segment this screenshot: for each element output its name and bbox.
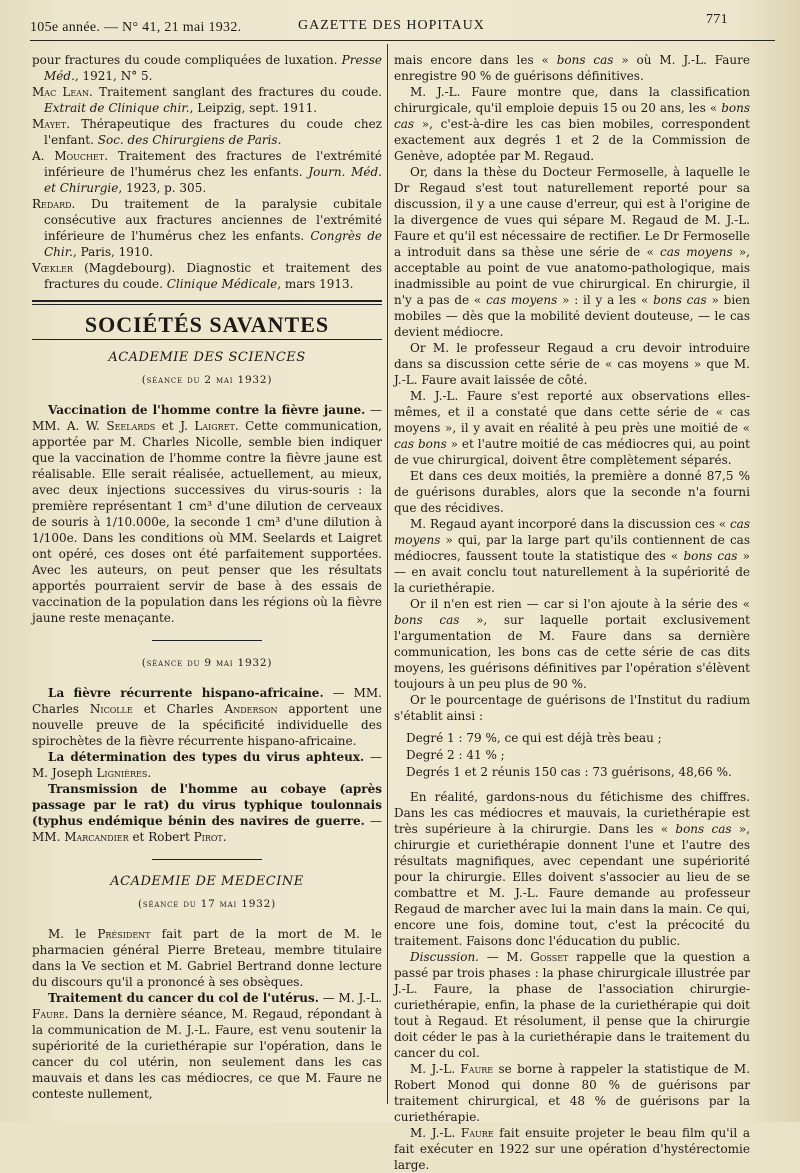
article-paragraph: Traitement du cancer du col de l'utérus. — M. J.-L. Faure. Dans la dernière séance, M. Regaud, répondant à la communication de M. J.-L. Faure, est venu soutenir la supériorité de la curiethérapie sur l'opération, dans le cancer du col utérin, non seulement dans les cas mauvais et dans les cas médiocres, ce que M. Faure ne conteste nullement, bbox=[32, 991, 382, 1101]
column-divider bbox=[387, 44, 388, 1104]
statistic-line: Degré 1 : 79 %, ce qui est déjà très beau ; bbox=[406, 731, 662, 745]
bib-entry: Mayet. Thérapeutique des fractures du coude chez l'enfant. Soc. des Chirurgiens de Paris. bbox=[32, 117, 382, 147]
article-paragraph: Or M. le professeur Regaud a cru devoir introduire dans sa discussion cette série de « cas moyens » que M. J.-L. Faure avait laissée de côté. bbox=[394, 341, 750, 387]
article-paragraph: M. le Président fait part de la mort de M. le pharmacien général Pierre Breteau, membre titulaire dans la Ve section et M. Gabriel Bertrand donne lecture du discours qu'il a prononcé à ses obsèques. bbox=[32, 927, 383, 989]
discussion-paragraph: Discussion. — M. Gosset rappelle que la question a passé par trois phases : la phase chirurgicale illustrée par J.-L. Faure, la phase de l'association chirurgie-curiethérapie, enfin, la phase de la curiethérapie qui doit tout à Regaud. Et résolument, il pense que la chirurgie doit céder le pas à la curiethérapie dans le traitement du cancer du col. bbox=[394, 950, 750, 1060]
separator bbox=[152, 640, 262, 641]
article-paragraph: La fièvre récurrente hispano-africaine. — MM. Charles Nicolle et Charles Anderson apportent une nouvelle preuve de la spécificité individuelle des spirochètes de la fièvre récurrente hispano-africaine. bbox=[32, 686, 383, 748]
article-paragraph: En réalité, gardons-nous du fétichisme des chiffres. Dans les cas médiocres et mauvais, la curiethérapie est très supérieure à la chirurgie. Dans les « bons cas », chirurgie et curiethérapie donnent l'une et l'autre des résultats magnifiques, avec cependant une supériorité pour la chirurgie. Elles doivent s'associer au lieu de se combattre et M. J.-L. Faure demande au professeur Regaud de marcher avec lui la main dans la main. Ce qui, encore une fois, domine tout, c'est la précocité du traitement. Faisons donc l'éducation du public. bbox=[394, 790, 750, 948]
issue-info: 105e année. — N° 41, 21 mai 1932. bbox=[30, 20, 242, 35]
article-paragraph: mais encore dans les « bons cas » où M. J.-L. Faure enregistre 90 % de guérisons définitives. bbox=[394, 53, 751, 83]
article-paragraph: M. J.-L. Faure montre que, dans la classification chirurgicale, qu'il emploie depuis 15 ou 20 ans, les « bons cas », c'est-à-dire les cas bien mobiles, correspondent exactement aux degrés 1 et 2 de la Commission de Genève, adoptée par M. Regaud. bbox=[394, 85, 750, 163]
page-header bbox=[30, 12, 730, 34]
statistics-list bbox=[406, 730, 750, 781]
article-paragraph: M. Regaud ayant incorporé dans la discussion ces « cas moyens » qui, par la large part qu'ils contiennent de cas médiocres, faussent toute la statistique des « bons cas » — en avait conclu tout naturellement à la supériorité de la curiethérapie. bbox=[394, 517, 750, 595]
statistic-line: Degré 2 : 41 % ; bbox=[406, 748, 505, 762]
header-rule bbox=[30, 40, 775, 41]
academy-heading: ACADEMIE DES SCIENCES bbox=[108, 350, 306, 365]
section-rule-top bbox=[32, 300, 382, 305]
article-paragraph: M. J.-L. Faure s'est reporté aux observations elles-mêmes, et il a constaté que dans cette série de « cas moyens », il y avait en réalité à peu près une moitié de « cas bons » et l'autre moitié de cas médiocres qui, au point de vue chirurgical, doivent être complètement séparés. bbox=[394, 389, 751, 467]
article-paragraph: Transmission de l'homme au cobaye (après passage par le rat) du virus typhique toulonnais (typhus endémique bénin des navires de guerre. — MM. Marcandier et Robert Pirot. bbox=[32, 782, 382, 844]
bib-entry: Mac Lean. Traitement sanglant des fractures du coude. Extrait de Clinique chir., Leipzig, sept. 1911. bbox=[32, 85, 382, 115]
article-paragraph: Et dans ces deux moitiés, la première a donné 87,5 % de guérisons durables, alors que la seconde n'a fourni que des récidives. bbox=[394, 469, 750, 515]
bib-entry: A. Mouchet. Traitement des fractures de l'extrémité inférieure de l'humérus chez les enfants. Journ. Méd. et Chirurgie, 1923, p. 305. bbox=[32, 149, 382, 195]
article-paragraph: Or le pourcentage de guérisons de l'Institut du radium s'établit ainsi : bbox=[394, 693, 750, 723]
article-paragraph: Or, dans la thèse du Docteur Fermoselle, à laquelle le Dr Regaud s'est tout naturellement reporté pour sa discussion, il y a une cause d'erreur, qui est à l'origine de la divergence de vues qui sépare M. Regaud de M. J.-L. Faure et qu'il est nécessaire de rectifier. Le Dr Fermoselle a introduit dans sa thèse une série de « cas moyens », acceptable au point de vue anatomo-pathologique, mais inadmissible au point de vue chirurgical. En chirurgie, il n'y a pas de « cas moyens » : il y a les « bons cas » bien mobiles — dès que la mobilité devient douteuse, — le cas devient médiocre. bbox=[394, 165, 751, 339]
right-column bbox=[394, 52, 750, 1173]
session-date: (séance du 2 mai 1932) bbox=[141, 374, 273, 386]
article-paragraph: Vaccination de l'homme contre la fièvre jaune. — MM. A. W. Seelards et J. Laigret. Cette communication, apportée par M. Charles Nicolle, semble bien indiquer que la vaccination de l'homme contre la fièvre jaune est réalisable. Elle serait réalisée, actuellement, au mieux, avec deux injections successives du virus-souris : la première représentant 1 cm³ d'une dilution de cerveaux de souris à 1/10.000e, la seconde 1 cm³ d'une dilution à 1/100e. Dans les conditions où MM. Seelards et Laigret ont opéré, ces doses ont été parfaitement supportées. Avec les auteurs, on peut penser que les résultats apportés pourraient servir de base à des essais de vaccination de la population dans les régions où la fièvre jaune reste menaçante. bbox=[32, 403, 382, 625]
article-paragraph: M. J.-L. Faure se borne à rappeler la statistique de M. Robert Monod qui donne 80 % de guérisons par traitement chirurgical, et 48 % de guérisons par la curiethérapie. bbox=[394, 1062, 751, 1124]
journal-title: GAZETTE DES HOPITAUX bbox=[298, 18, 485, 33]
section-rule-bottom bbox=[32, 339, 382, 340]
bib-entry: pour fractures du coude compliquées de luxation. Presse Méd., 1921, N° 5. bbox=[32, 53, 382, 83]
statistic-line: Degrés 1 et 2 réunis 150 cas : 73 guérisons, 48,66 %. bbox=[406, 765, 732, 779]
academy-heading: ACADEMIE DE MEDECINE bbox=[110, 874, 304, 889]
article-paragraph: M. J.-L. Faure fait ensuite projeter le beau film qu'il a fait exécuter en 1922 sur une opération d'hystérectomie large. bbox=[394, 1126, 750, 1172]
section-title: SOCIÉTÉS SAVANTES bbox=[84, 312, 330, 337]
article-paragraph: La détermination des types du virus aphteux. — M. Joseph Lignières. bbox=[32, 750, 382, 780]
bib-entry: Vœkler (Magdebourg). Diagnostic et traitement des fractures du coude. Clinique Médicale, mars 1913. bbox=[32, 261, 382, 291]
article-paragraph: Or il n'en est rien — car si l'on ajoute à la série des « bons cas », sur laquelle portait exclusivement l'argumentation de M. Faure dans sa dernière communication, les bons cas de cette série de cas dits moyens, les guérisons définitives par l'opération s'élèvent toujours à un peu plus de 90 %. bbox=[394, 597, 750, 691]
session-date: (séance du 9 mai 1932) bbox=[141, 657, 273, 669]
session-date: (séance du 17 mai 1932) bbox=[137, 898, 277, 910]
separator bbox=[152, 859, 262, 860]
page-number: 771 bbox=[706, 12, 728, 27]
left-column bbox=[32, 52, 382, 1102]
bib-entry: Redard. Du traitement de la paralysie cubitale consécutive aux fractures anciennes de l'extrémité inférieure de l'humérus chez les enfants. Congrès de Chir., Paris, 1910. bbox=[32, 197, 382, 259]
bibliography bbox=[32, 52, 382, 292]
